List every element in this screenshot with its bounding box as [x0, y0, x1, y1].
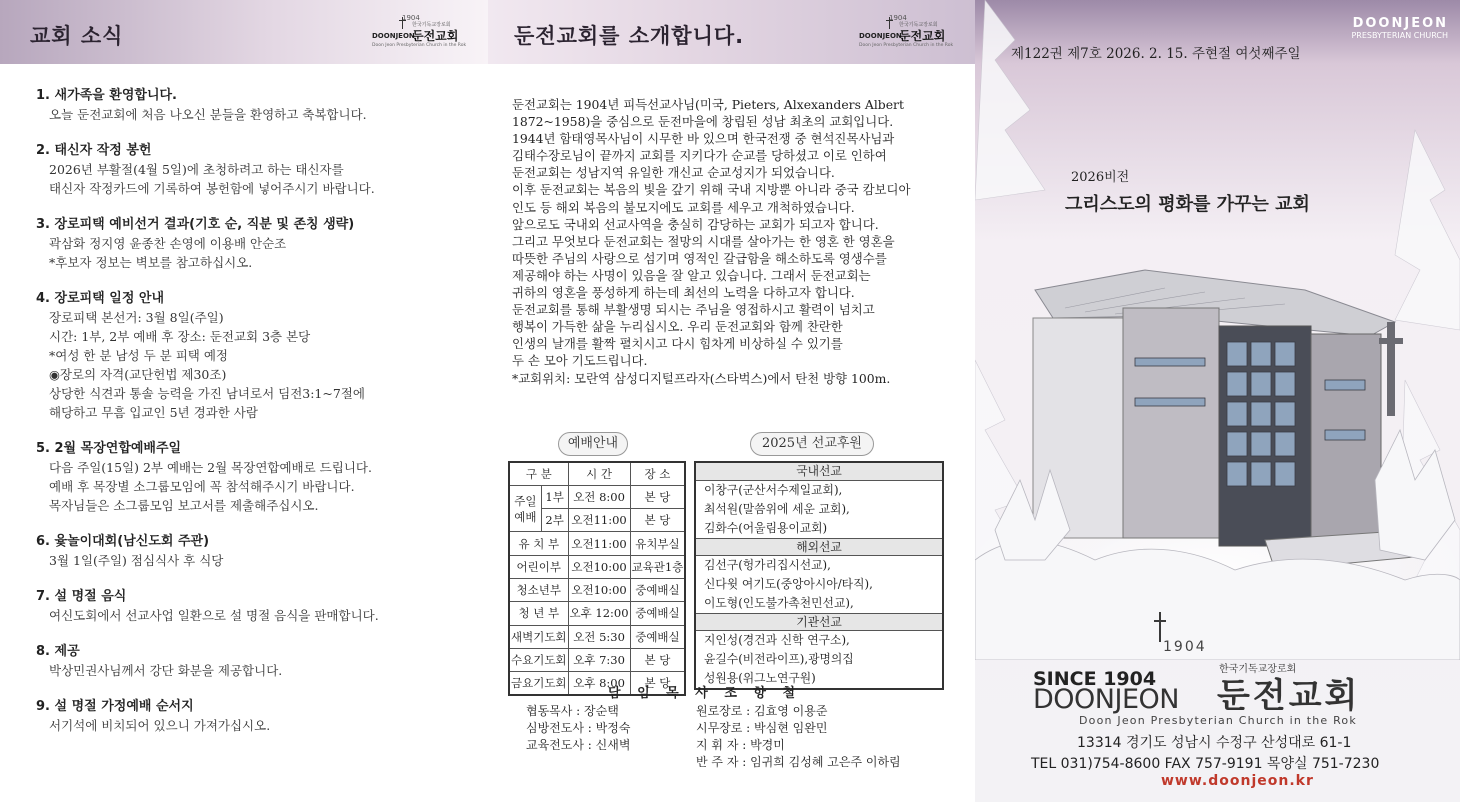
news-item-title: 8. 제공: [36, 644, 80, 659]
worship-row: [509, 485, 685, 508]
worship-row: [509, 555, 685, 578]
news-item-line: 박상민권사님께서 강단 화분을 제공합니다.: [49, 663, 283, 678]
news-item-line: 2026년 부활절(4월 5일)에 초청하려고 하는 태신자를: [49, 162, 344, 177]
worship-name: 2부: [541, 509, 568, 532]
news-item-line: 여신도회에서 선교사업 일환으로 설 명절 음식을 판매합니다.: [49, 608, 379, 623]
news-item-line: ◉장로의 자격(교단헌법 제30조): [49, 367, 227, 382]
news-header: [0, 0, 488, 64]
news-item-title: 4. 장로피택 일정 안내: [36, 291, 165, 306]
staff-member: 교육전도사 : 신새벽: [526, 738, 631, 752]
doonjeon-wordmark: DOONJEON: [1033, 684, 1179, 715]
worship-place: 중예배실: [630, 625, 685, 648]
staff-member: 협동목사 : 장순택: [526, 704, 619, 718]
news-page: [0, 0, 488, 802]
news-item-line: 해당하고 무흠 입교인 5년 경과한 사람: [49, 405, 258, 420]
worship-table-header: [509, 462, 685, 485]
staff-list-left: [526, 703, 630, 754]
mission-item: 김화수(어울림용이교회): [704, 521, 828, 535]
worship-time: 오후 7:30: [568, 648, 630, 671]
intro-line: 그리고 무엇보다 둔전교회는 절망의 시대를 살아가는 한 영혼 한 영혼을: [512, 233, 895, 249]
intro-line: 앞으로도 국내외 선교사역을 충실히 감당하는 교회가 되고자 합니다.: [512, 216, 879, 232]
worship-time: 오후 12:00: [568, 602, 630, 625]
worship-row: [509, 532, 685, 555]
mission-item: 김선구(헝가리집시선교),: [704, 558, 831, 572]
senior-pastor: 담 임 목 사 조 항 철: [608, 686, 802, 701]
news-item-line: 오늘 둔전교회에 처음 나오신 분들을 환영하고 축복합니다.: [49, 107, 367, 122]
intro-line: 둔전교회는 성남지역 유일한 개신교 순교성지가 되었습니다.: [512, 165, 835, 181]
intro-line: 귀하의 영혼을 풍성하게 하는데 최선의 노력을 다하고자 합니다.: [512, 285, 855, 301]
worship-time: 오전 5:30: [568, 625, 630, 648]
news-item-title: 3. 장로피택 예비선거 결과(기호 순, 직분 및 존칭 생략): [36, 217, 355, 232]
worship-header-cell: 장 소: [630, 462, 685, 485]
news-item-line: 3월 1일(주일) 점심식사 후 식당: [49, 553, 224, 568]
news-item-line: *후보자 정보는 벽보를 참고하십시오.: [49, 255, 253, 270]
intro-line: 둔전교회는 1904년 피득선교사님(미국, Pieters, Alxexanders Albert: [512, 97, 904, 112]
worship-name: 청 년 부: [509, 602, 568, 625]
intro-line: 이후 둔전교회는 복음의 빛을 갚기 위해 국내 지방뿐 아니라 중국 캄보디아: [512, 182, 911, 198]
worship-label: 예배안내: [558, 432, 628, 456]
cross-icon: [1153, 612, 1167, 642]
intro-line: 1944년 함태영목사님이 시무한 바 있으며 한국전쟁 중 현석진목사님과: [512, 131, 895, 147]
worship-place: 본 당: [630, 648, 685, 671]
mission-item: 지인성(경건과 신학 연구소),: [704, 633, 850, 647]
worship-row: [509, 578, 685, 601]
worship-place: 중예배실: [630, 578, 685, 601]
news-item-line: 상당한 식견과 통솔 능력을 가진 남녀로서 딤전3:1~7절에: [49, 386, 365, 401]
mission-section-title: 국내선교: [696, 463, 942, 481]
staff-member: 반 주 자 : 임귀희 김성혜 고은주 이하림: [696, 755, 901, 769]
news-item-title: 6. 윷놀이대회(남신도회 주관): [36, 534, 210, 549]
mission-section-title: 기관선교: [696, 613, 942, 631]
worship-name: 유 치 부: [509, 532, 568, 555]
church-logo-small: 1904 한국기독교장로회 DOONJEON 둔전교회 Doon Jeon Presbyterian Church in the Rok: [859, 14, 954, 48]
news-item-title: 9. 설 명절 가정예배 순서지: [36, 699, 194, 714]
website-link[interactable]: www.doonjeon.kr: [1161, 773, 1314, 789]
mission-label: 2025년 선교후원: [750, 432, 874, 456]
worship-time: 오전 8:00: [568, 485, 630, 508]
news-item-line: 시간: 1부, 2부 예배 후 장소: 둔전교회 3층 본당: [49, 329, 311, 344]
denomination: 한국기독교장로회: [1219, 664, 1297, 675]
worship-time: 오후 8:00: [568, 672, 630, 695]
news-item-line: 예배 후 목장별 소그룹모임에 꼭 참석해주시기 바랍니다.: [49, 479, 355, 494]
worship-place: 교육관1층: [630, 555, 685, 578]
worship-row: [509, 602, 685, 625]
worship-name: 청소년부: [509, 578, 568, 601]
mission-item: 이창구(군산서수제일교회),: [704, 483, 843, 497]
brand-top: DOONJEON PRESBYTERIAN CHURCH: [1351, 16, 1448, 40]
news-item-line: 장로피택 본선거: 3월 8일(주일): [49, 310, 224, 325]
intro-line: 둔전교회를 통해 부활생명 되시는 주님을 영접하시고 활력이 넘치고: [512, 302, 875, 318]
worship-row: [509, 625, 685, 648]
intro-header: [488, 0, 975, 64]
worship-place: 본 당: [630, 509, 685, 532]
intro-line: 제공해야 하는 사명이 있음을 잘 알고 있습니다. 그래서 둔전교회는: [512, 267, 871, 283]
mission-item: 신다윗 여기도(중앙아시아/타직),: [704, 577, 873, 591]
staff-member: 시무장로 : 박심현 임완민: [696, 721, 828, 735]
mission-table: [694, 461, 944, 690]
news-item: [36, 439, 476, 515]
worship-name: 1부: [541, 485, 568, 508]
news-item-line: 다음 주일(15일) 2부 예배는 2월 목장연합예배로 드립니다.: [49, 460, 372, 475]
mission-item: 윤길수(비전라이프),광명의집: [704, 652, 854, 666]
news-item: [36, 289, 476, 422]
mission-item: 이도형(인도불가촉천민선교),: [704, 596, 854, 610]
intro-line: 두 손 모아 기도드립니다.: [512, 353, 648, 369]
news-item-line: 목자님들은 소그룹모임 보고서를 제출해주십시오.: [49, 498, 319, 513]
news-item-title: 7. 설 명절 음식: [36, 589, 127, 604]
since-label: SINCE 1904: [1033, 668, 1157, 690]
worship-time: 오전11:00: [568, 509, 630, 532]
worship-table: [508, 461, 686, 696]
intro-line: 행복이 가득한 삶을 누리십시오. 우리 둔전교회와 함께 찬란한: [512, 319, 843, 335]
mission-item: 최석원(말씀위에 세운 교회),: [704, 502, 850, 516]
staff-member: 원로장로 : 김효영 이용준: [696, 704, 828, 718]
worship-name: 새벽기도회: [509, 625, 568, 648]
staff-member: 지 휘 자 : 박경미: [696, 738, 785, 752]
church-name: 둔전교회: [1217, 676, 1361, 716]
intro-line: 1872~1958)을 중심으로 둔전마을에 창립된 성남 최초의 교회입니다.: [512, 114, 894, 130]
news-item-line: 서기석에 비치되어 있으니 가져가십시오.: [49, 718, 271, 733]
worship-header-cell: 구 분: [509, 462, 568, 485]
worship-name: 금요기도회: [509, 672, 568, 695]
founding-year: 1904: [1163, 639, 1207, 655]
intro-text: [512, 96, 962, 387]
worship-time: 오전11:00: [568, 532, 630, 555]
news-item: [36, 215, 476, 272]
worship-row: [509, 648, 685, 671]
news-list: [36, 86, 476, 752]
church-logo-small: 1904 한국기독교장로회 DOONJEON 둔전교회 Doon Jeon Presbyterian Church in the Rok: [372, 14, 467, 48]
worship-name: 수요기도회: [509, 648, 568, 671]
news-item-line: 태신자 작정카드에 기록하여 봉헌함에 넣어주시기 바랍니다.: [49, 181, 375, 196]
news-item: [36, 532, 476, 570]
contact-numbers: TEL 031)754-8600 FAX 757-9191 목양실 751-7230: [1031, 756, 1380, 772]
worship-header-cell: 시 간: [568, 462, 630, 485]
church-english-name: Doon Jeon Presbyterian Church in the Rok: [1079, 714, 1357, 727]
news-item: [36, 587, 476, 625]
intro-page: [488, 0, 975, 802]
intro-line: 김태수장로님이 끝까지 교회를 지키다가 순교를 당하셨고 이로 인하여: [512, 148, 887, 164]
news-item-title: 5. 2월 목장연합예배주일: [36, 441, 182, 456]
news-item: [36, 86, 476, 124]
news-item-title: 1. 새가족을 환영합니다.: [36, 88, 177, 103]
intro-line: 인생의 날개를 활짝 펼치시고 다시 힘차게 비상하실 수 있기를: [512, 336, 843, 352]
news-item: [36, 141, 476, 198]
worship-place: 중예배실: [630, 602, 685, 625]
worship-place: 본 당: [630, 485, 685, 508]
staff-list-right: [696, 703, 901, 771]
vision-year: 2026비전: [1071, 170, 1130, 185]
worship-time: 오전10:00: [568, 578, 630, 601]
staff-member: 심방전도사 : 박정숙: [526, 721, 631, 735]
news-item-line: *여성 한 분 남성 두 분 피택 예정: [49, 348, 228, 363]
church-address: 13314 경기도 성남시 수정구 산성대로 61-1: [1077, 735, 1352, 751]
worship-time: 오전10:00: [568, 555, 630, 578]
intro-line: 인도 등 해외 복음의 불모지에도 교회를 세우고 개척하였습니다.: [512, 199, 855, 215]
sunday-worship-label: 주일 예배: [509, 485, 541, 532]
news-item: [36, 642, 476, 680]
intro-line: 따뜻한 주님의 사랑으로 섬기며 영적인 갈급함을 해소하도록 영생수를: [512, 250, 887, 266]
worship-place: 유치부실: [630, 532, 685, 555]
intro-page-title: 둔전교회를 소개합니다.: [514, 24, 745, 48]
mission-item: 성원용(위그노연구원): [704, 671, 816, 685]
news-page-title: 교회 소식: [30, 24, 124, 48]
news-item: [36, 697, 476, 735]
cover-page: [975, 0, 1460, 802]
issue-info: 제122권 제7호 2026. 2. 15. 주현절 여섯째주일: [1011, 46, 1301, 62]
vision-statement: 그리스도의 평화를 가꾸는 교회: [1065, 194, 1310, 215]
intro-line: *교회위치: 모란역 삼성디지털프라자(스타벅스)에서 탄천 방향 100m.: [512, 370, 891, 386]
worship-place: 본 당: [630, 672, 685, 695]
news-item-line: 곽삼화 정지영 윤종찬 손영에 이용배 안순조: [49, 236, 287, 251]
building: [975, 270, 1460, 660]
mission-section-title: 해외선교: [696, 538, 942, 556]
worship-name: 어린이부: [509, 555, 568, 578]
church-building-illustration: [975, 230, 1460, 660]
news-item-title: 2. 태신자 작정 봉헌: [36, 143, 152, 158]
